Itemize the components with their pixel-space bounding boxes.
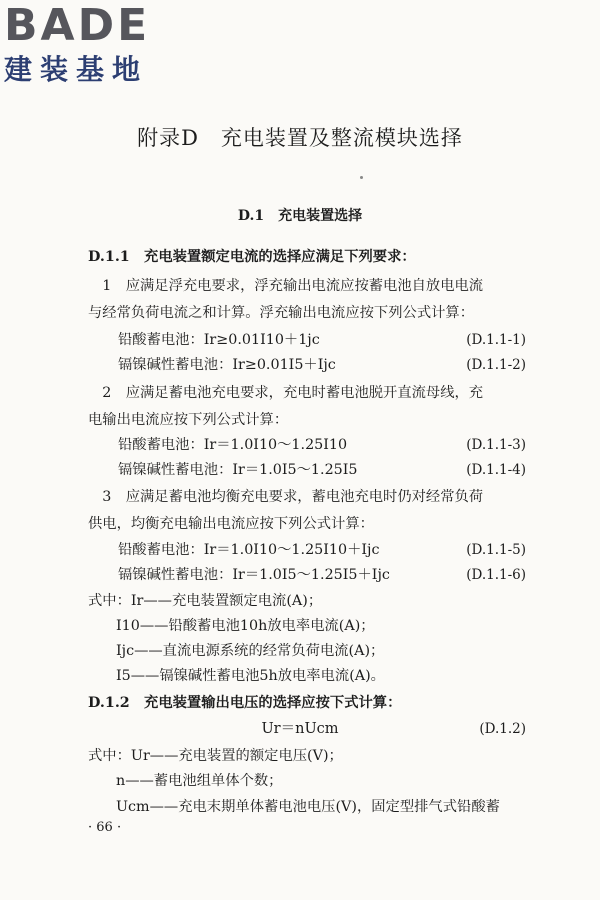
speck [360,176,363,179]
equation-number: (D.1.1-3) [466,437,526,453]
definition: Ijc——直流电源系统的经常负荷电流(A)； [116,643,385,659]
appendix-title: 附录D 充电装置及整流模块选择 [137,126,463,150]
text-line: 3 应满足蓄电池均衡充电要求，蓄电池充电时仍对经常负荷 [88,489,484,505]
page-number: · 66 · [88,820,122,835]
text-line: 电输出电流应按下列公式计算： [88,412,289,428]
definition: I5——镉镍碱性蓄电池5h放电率电流(A)。 [116,668,385,684]
equation-number: (D.1.1-5) [466,542,526,558]
equation-number: (D.1.1-1) [466,332,526,348]
clause-d-1-2: D.1.2 充电装置输出电压的选择应按下式计算： [88,695,402,711]
formula: 镉镍碱性蓄电池：Ir＝1.0I5～1.25I5 [118,462,358,478]
formula: 铅酸蓄电池：Ir≥0.01I10＋1jc [118,332,320,348]
section-number: D.1 [237,208,265,224]
logo [4,0,151,88]
section-title: 充电装置选择 [278,208,363,224]
text-line: 1 应满足浮充电要求，浮充输出电流应按蓄电池自放电电流 [88,278,484,294]
equation-number: (D.1.1-4) [466,462,526,478]
formula: 镉镍碱性蓄电池：Ir≥0.01I5＋Ijc [118,357,336,373]
definition: 式中：Ir——充电装置额定电流(A)； [88,593,323,609]
equation-number: (D.1.1-6) [466,567,526,583]
equation-number: (D.1.1-2) [466,357,526,373]
definition: I10——铅酸蓄电池10h放电率电流(A)； [116,618,375,634]
definition: Ucm——充电末期单体蓄电池电压(V)，固定型排气式铅酸蓄 [116,799,500,815]
formula: 铅酸蓄电池：Ir＝1.0I10～1.25I10 [118,437,348,453]
clause-d-1-1: D.1.1 充电装置额定电流的选择应满足下列要求： [88,249,416,265]
logo-brand: BADE [4,0,151,51]
definition: 式中：Ur——充电装置的额定电压(V)； [88,748,343,764]
text-line: 供电，均衡充电输出电流应按下列公式计算： [88,516,374,532]
formula: 铅酸蓄电池：Ir＝1.0I10～1.25I10＋Ijc [118,542,380,558]
formula: 镉镍碱性蓄电池：Ir＝1.0I5～1.25I5＋Ijc [118,567,390,583]
definition: n——蓄电池组单体个数； [116,773,283,789]
text-line: 与经常负荷电流之和计算。浮充输出电流应按下列公式计算： [88,305,475,321]
equation-number: (D.1.2) [479,721,526,737]
text-line: 2 应满足蓄电池充电要求，充电时蓄电池脱开直流母线，充 [88,385,484,401]
logo-subtitle: 建装基地 [4,53,149,86]
section-heading [0,205,600,225]
formula-centered: Ur＝nUcm [261,721,339,737]
